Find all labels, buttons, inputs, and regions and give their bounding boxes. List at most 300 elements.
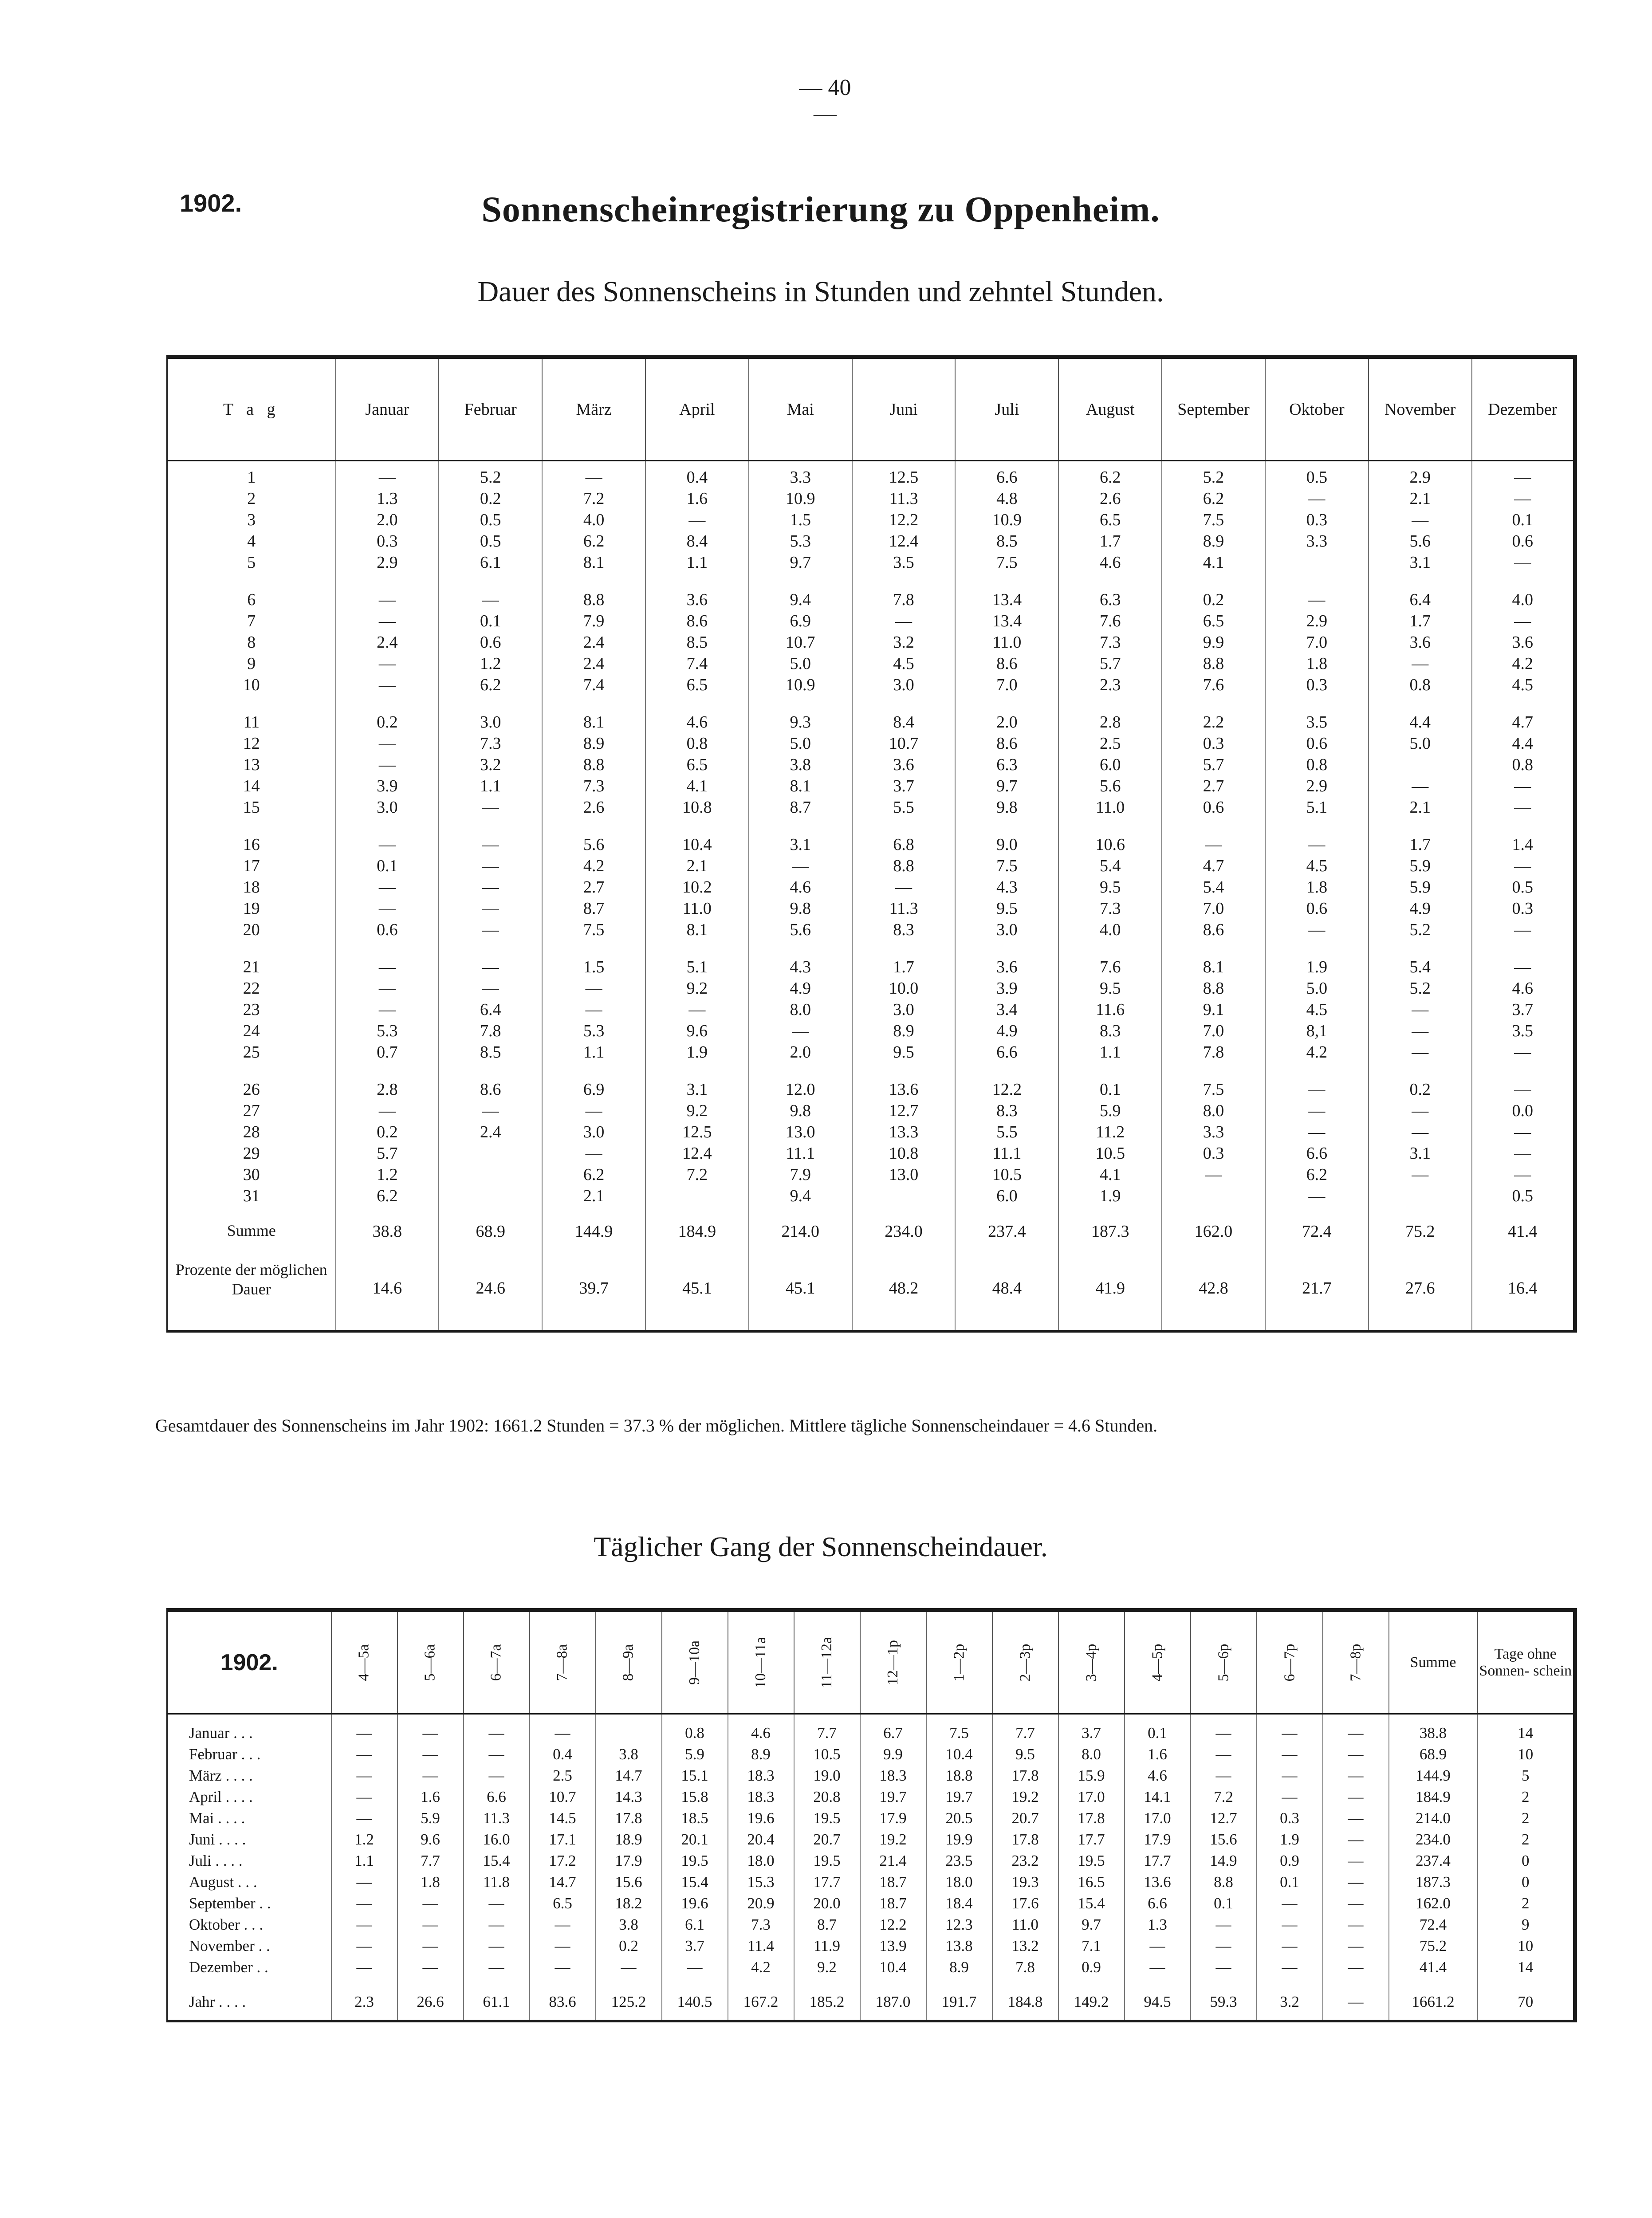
hour-value-cell: — [464,1935,530,1957]
hour-value-cell: 18.3 [728,1786,794,1808]
value-cell: — 7.2 4.0 6.2 8.1 [542,461,645,579]
daily-sunshine-table [166,355,1577,1333]
hour-value-cell: — [1257,1786,1323,1808]
hour-value-cell: — [397,1765,464,1786]
table-row [167,461,1575,579]
hour-value-cell: 19.9 [926,1829,992,1850]
hour-value-cell: 17.2 [530,1850,596,1872]
hour-value-cell: 149.2 [1058,1978,1125,2021]
value-cell: — 4.7 5.4 7.0 8.6 [1162,823,1265,946]
value-cell: 9.3 5.0 3.8 8.1 8.7 [749,701,852,823]
page-number: — 40 — [799,75,851,126]
hour-value-cell: 167.2 [728,1978,794,2021]
hour-value-cell: — [1323,1935,1389,1957]
hour-label: 2—3p [1017,1644,1033,1682]
value-cell: — — — — — [439,823,542,946]
table-row [167,578,1575,701]
hour-value-cell: 94.5 [1125,1978,1191,2021]
hour-value-cell: — [331,1714,397,1744]
hour-label: 1—2p [951,1644,967,1682]
hour-value-cell: 18.8 [926,1765,992,1786]
hour-header [1257,1610,1323,1714]
hour-label: 7—8a [554,1644,570,1681]
hour-value-cell: 11.3 [464,1808,530,1829]
hour-value-cell: 0.1 [1191,1893,1257,1914]
hour-value-cell: — [464,1744,530,1765]
percent-cell: 41.9 [1058,1247,1162,1331]
hour-value-cell: — [1257,1893,1323,1914]
hour-value-cell: 17.7 [1058,1829,1125,1850]
month-row [167,1786,1575,1808]
days-without-sun-cell: 10 [1478,1935,1575,1957]
days-without-sun-cell: 10 [1478,1744,1575,1765]
hour-value-cell: 21.4 [860,1850,926,1872]
percent-cell: 14.6 [336,1247,439,1331]
hour-value-cell: — [464,1914,530,1935]
month-label: April . . . . [167,1786,331,1808]
day-numbers-cell: 11 12 13 14 15 [167,701,336,823]
sum-cell: 1661.2 [1389,1978,1478,2021]
hour-value-cell: 7.8 [992,1957,1058,1978]
days-without-sun-cell: 14 [1478,1714,1575,1744]
month-header: Januar [336,357,439,461]
value-cell: 3.1 — 4.6 9.8 5.6 [749,823,852,946]
day-numbers-cell: 6 7 8 9 10 [167,578,336,701]
hour-value-cell: — [530,1935,596,1957]
hour-value-cell: — [331,1893,397,1914]
hour-value-cell: 17.9 [596,1850,662,1872]
value-cell: 10.6 5.4 9.5 7.3 4.0 [1058,823,1162,946]
hour-value-cell [596,1714,662,1744]
hour-value-cell: — [1323,1893,1389,1914]
hour-value-cell: — [1323,1978,1389,2021]
hour-label: 3—4p [1083,1644,1099,1682]
hour-value-cell: — [331,1765,397,1786]
hour-value-cell: 10.7 [530,1786,596,1808]
table-row [167,946,1575,1068]
hour-value-cell: 16.0 [464,1829,530,1850]
value-cell: 4.0 — 3.6 4.2 4.5 [1472,578,1575,701]
value-cell: 2.8 2.5 6.0 5.6 11.0 [1058,701,1162,823]
hour-value-cell: 5.9 [662,1744,728,1765]
sum-cell: 144.9 [1389,1765,1478,1786]
hour-value-cell: 18.0 [728,1850,794,1872]
sum-cell: 214.0 [1389,1808,1478,1829]
hour-value-cell: 18.4 [926,1893,992,1914]
hour-value-cell: 0.9 [1058,1957,1125,1978]
hour-value-cell: 7.7 [992,1714,1058,1744]
sum-cell: 234.0 [852,1212,956,1247]
hour-value-cell: 9.5 [992,1744,1058,1765]
hour-value-cell: 20.7 [992,1808,1058,1829]
hour-header [794,1610,860,1714]
hour-value-cell: 17.9 [860,1808,926,1829]
hour-value-cell: 18.3 [728,1765,794,1786]
value-cell: 4.4 5.0 — 2.1 [1369,701,1472,823]
hour-value-cell: — [331,1872,397,1893]
hour-value-cell: 9.9 [860,1744,926,1765]
hour-value-cell: 7.7 [397,1850,464,1872]
hour-value-cell: — [397,1744,464,1765]
month-header: Juli [955,357,1058,461]
hour-value-cell: — [464,1957,530,1978]
month-header: Februar [439,357,542,461]
value-cell: 7.8 — 3.2 4.5 3.0 [852,578,956,701]
month-header: November [1369,357,1472,461]
percent-cell: 21.7 [1265,1247,1369,1331]
hour-value-cell: 19.5 [794,1850,860,1872]
month-row [167,1893,1575,1914]
hour-value-cell: 15.1 [662,1765,728,1786]
hour-value-cell: 11.4 [728,1935,794,1957]
value-cell: 13.6 12.7 13.3 10.8 13.0 [852,1068,956,1212]
sum-cell: 75.2 [1389,1935,1478,1957]
hour-value-cell: 2.3 [331,1978,397,2021]
hour-label: 7—8p [1347,1644,1364,1682]
sum-cell: 162.0 [1389,1893,1478,1914]
hour-value-cell: 17.0 [1058,1786,1125,1808]
month-label: November . . [167,1935,331,1957]
hour-value-cell: 4.6 [728,1714,794,1744]
hour-value-cell: 8.9 [728,1744,794,1765]
hour-value-cell: 17.7 [794,1872,860,1893]
sum-cell: 234.0 [1389,1829,1478,1850]
hour-value-cell: — [1323,1786,1389,1808]
hour-value-cell: 12.7 [1191,1808,1257,1829]
hour-value-cell: 15.4 [464,1850,530,1872]
hour-value-cell: 16.5 [1058,1872,1125,1893]
hour-value-cell: 20.0 [794,1893,860,1914]
hour-value-cell: 10.4 [926,1744,992,1765]
hour-value-cell: 14.1 [1125,1786,1191,1808]
hour-value-cell: 1.6 [397,1786,464,1808]
sum-cell: 41.4 [1389,1957,1478,1978]
hour-value-cell: — [397,1957,464,1978]
sum-cell: 237.4 [1389,1850,1478,1872]
hour-value-cell: — [331,1935,397,1957]
hour-value-cell: — [1323,1714,1389,1744]
hour-value-cell: 125.2 [596,1978,662,2021]
hour-value-cell: 7.3 [728,1914,794,1935]
month-header: September [1162,357,1265,461]
month-header: Oktober [1265,357,1369,461]
month-row [167,1872,1575,1893]
hour-header [596,1610,662,1714]
hour-value-cell: 19.0 [794,1765,860,1786]
hour-value-cell: 11.9 [794,1935,860,1957]
value-cell: 12.0 9.8 13.0 11.1 7.9 9.4 [749,1068,852,1212]
hour-value-cell: 6.1 [662,1914,728,1935]
hour-value-cell: 83.6 [530,1978,596,2021]
day-numbers-cell: 26 27 28 29 30 31 [167,1068,336,1212]
hour-label: 4—5a [356,1644,372,1681]
hour-value-cell: 17.8 [992,1829,1058,1850]
value-cell: — 1.3 2.0 0.3 2.9 [336,461,439,579]
month-label: Juni . . . . [167,1829,331,1850]
hour-value-cell: 3.7 [662,1935,728,1957]
value-cell: 5.2 6.2 7.5 8.9 4.1 [1162,461,1265,579]
month-label: Dezember . . [167,1957,331,1978]
table-header-row [167,357,1575,461]
value-cell: — 4.6 3.7 3.5 — [1472,946,1575,1068]
value-cell: 4.6 0.8 6.5 4.1 10.8 [645,701,749,823]
hour-header [1323,1610,1389,1714]
hour-value-cell: 8.0 [1058,1744,1125,1765]
month-label: Jahr . . . . [167,1978,331,2021]
sum-cell: 38.8 [1389,1714,1478,1744]
hour-header [992,1610,1058,1714]
hour-value-cell: 7.7 [794,1714,860,1744]
sum-cell: 162.0 [1162,1212,1265,1247]
percent-cell: 42.8 [1162,1247,1265,1331]
month-header: März [542,357,645,461]
value-cell: 3.5 0.6 0.8 2.9 5.1 [1265,701,1369,823]
hour-value-cell: 19.2 [860,1829,926,1850]
month-row [167,1765,1575,1786]
days-without-sun-cell: 0 [1478,1850,1575,1872]
sum-cell: 68.9 [439,1212,542,1247]
month-header: Juni [852,357,956,461]
table-header-row [167,1610,1575,1714]
day-numbers-cell: 21 22 23 24 25 [167,946,336,1068]
hour-value-cell: 20.4 [728,1829,794,1850]
month-row [167,1829,1575,1850]
hour-label: 10—11a [752,1637,769,1688]
hour-value-cell: — [1323,1914,1389,1935]
hour-value-cell: 13.2 [992,1935,1058,1957]
hour-value-cell: — [1191,1957,1257,1978]
page-subtitle: Dauer des Sonnenscheins in Stunden und zehntel Stunden. [477,275,1164,308]
month-row [167,1850,1575,1872]
hour-value-cell: — [464,1765,530,1786]
hour-value-cell: — [464,1893,530,1914]
hour-value-cell: 187.0 [860,1978,926,2021]
hour-value-cell: 0.3 [1257,1808,1323,1829]
year-total-row [167,1978,1575,2021]
hour-label: 6—7a [488,1644,504,1681]
percent-cell: 48.2 [852,1247,956,1331]
hour-value-cell: 19.5 [1058,1850,1125,1872]
hour-value-cell: 19.6 [662,1893,728,1914]
percent-row [167,1247,1575,1331]
table-row [167,823,1575,946]
hour-header [1125,1610,1191,1714]
value-cell: 8.4 10.7 3.6 3.7 5.5 [852,701,956,823]
hour-value-cell: 0.8 [662,1714,728,1744]
hour-value-cell: 0.4 [530,1744,596,1765]
hour-value-cell: 6.7 [860,1714,926,1744]
hour-value-cell: 14.9 [1191,1850,1257,1872]
value-cell: 12.5 11.3 12.2 12.4 3.5 [852,461,956,579]
month-label: März . . . . [167,1765,331,1786]
value-cell: — 2.9 7.0 1.8 0.3 [1265,578,1369,701]
hour-value-cell: 15.9 [1058,1765,1125,1786]
hour-value-cell: — [397,1893,464,1914]
hour-value-cell: 13.8 [926,1935,992,1957]
value-cell: 1.4 — 0.5 0.3 — [1472,823,1575,946]
value-cell: — — — 5.3 0.7 [336,946,439,1068]
sum-header: Summe [1389,1610,1478,1714]
value-cell: 0.1 5.9 11.2 10.5 4.1 1.9 [1058,1068,1162,1212]
hour-value-cell: 17.9 [1125,1829,1191,1850]
value-cell: 9.4 6.9 10.7 5.0 10.9 [749,578,852,701]
day-column-header: T a g [167,357,336,461]
sum-cell: 184.9 [645,1212,749,1247]
hour-value-cell: 9.6 [397,1829,464,1850]
value-cell: 2.8 — 0.2 5.7 1.2 6.2 [336,1068,439,1212]
hour-value-cell: 19.3 [992,1872,1058,1893]
sum-cell: 38.8 [336,1212,439,1247]
hour-value-cell: 20.5 [926,1808,992,1829]
hour-value-cell: 11.0 [992,1914,1058,1935]
month-header: August [1058,357,1162,461]
hour-value-cell: — [1257,1765,1323,1786]
hour-value-cell: 20.7 [794,1829,860,1850]
days-without-sun-cell: 9 [1478,1914,1575,1935]
percent-cell: 39.7 [542,1247,645,1331]
hour-value-cell: — [1323,1957,1389,1978]
value-cell: — — 0.1 0.6 — [1472,461,1575,579]
sum-cell: 68.9 [1389,1744,1478,1765]
value-cell: 13.4 13.4 11.0 8.6 7.0 [955,578,1058,701]
sum-cell: 184.9 [1389,1786,1478,1808]
hour-value-cell: 7.5 [926,1714,992,1744]
hour-value-cell: 4.6 [1125,1765,1191,1786]
month-row [167,1957,1575,1978]
hour-value-cell: 185.2 [794,1978,860,2021]
hour-label: 12—1p [885,1640,901,1685]
value-cell: 7.6 9.5 11.6 8.3 1.1 [1058,946,1162,1068]
value-cell: 8.8 7.9 2.4 2.4 7.4 [542,578,645,701]
value-cell: 1.9 5.0 4.5 8,1 4.2 [1265,946,1369,1068]
hour-value-cell: 184.8 [992,1978,1058,2021]
month-header: Dezember [1472,357,1575,461]
hour-value-cell: — [397,1935,464,1957]
hour-value-cell: 3.2 [1257,1978,1323,2021]
sum-cell: 237.4 [955,1212,1058,1247]
value-cell: — 0.1 — — 0.6 [336,823,439,946]
sum-cell: 144.9 [542,1212,645,1247]
value-cell: 6.2 2.6 6.5 1.7 4.6 [1058,461,1162,579]
hour-value-cell: 3.8 [596,1914,662,1935]
sum-cell: 72.4 [1389,1914,1478,1935]
hour-value-cell: 1.6 [1125,1744,1191,1765]
hour-value-cell: 5.9 [397,1808,464,1829]
hour-value-cell: — [1257,1957,1323,1978]
hour-value-cell: 15.4 [1058,1893,1125,1914]
hour-value-cell: 1.2 [331,1829,397,1850]
value-cell: 1.7 5.9 5.9 4.9 5.2 [1369,823,1472,946]
hour-value-cell: — [1323,1872,1389,1893]
hour-value-cell: 26.6 [397,1978,464,2021]
value-cell: 2.2 0.3 5.7 2.7 0.6 [1162,701,1265,823]
hour-value-cell: — [1323,1850,1389,1872]
value-cell: — — 6.4 7.8 8.5 [439,946,542,1068]
hour-value-cell: 8.9 [926,1957,992,1978]
month-label: August . . . [167,1872,331,1893]
hour-value-cell: 17.1 [530,1829,596,1850]
value-cell: 2.9 2.1 — 5.6 3.1 [1369,461,1472,579]
hour-value-cell: 15.6 [596,1872,662,1893]
hour-value-cell: 12.3 [926,1914,992,1935]
value-cell: 0.2 — — 3.1 — [1369,1068,1472,1212]
hour-value-cell: — [662,1957,728,1978]
month-header: April [645,357,749,461]
hour-value-cell: 20.1 [662,1829,728,1850]
hour-value-cell: 6.6 [1125,1893,1191,1914]
hour-value-cell: — [1323,1744,1389,1765]
sum-cell: 187.3 [1389,1872,1478,1893]
hour-value-cell: — [331,1914,397,1935]
section-title-daily-course: Täglicher Gang der Sonnenscheindauer. [594,1531,1048,1562]
value-cell: 3.6 8.6 8.5 7.4 6.5 [645,578,749,701]
hour-value-cell: 9.2 [794,1957,860,1978]
value-cell: 3.6 3.9 3.4 4.9 6.6 [955,946,1058,1068]
hour-value-cell: — [596,1957,662,1978]
month-label: Juli . . . . [167,1850,331,1872]
hour-value-cell: 6.5 [530,1893,596,1914]
hour-value-cell: 2.5 [530,1765,596,1786]
value-cell: 0.4 1.6 — 8.4 1.1 [645,461,749,579]
month-row [167,1914,1575,1935]
hour-label: 9—10a [686,1640,703,1685]
hour-value-cell: — [331,1957,397,1978]
hour-value-cell: — [1323,1829,1389,1850]
days-without-sun-cell: 14 [1478,1957,1575,1978]
hour-value-cell: 15.8 [662,1786,728,1808]
month-label: Januar . . . [167,1714,331,1744]
year-column-header: 1902. [167,1610,331,1714]
hour-value-cell: 19.7 [860,1786,926,1808]
value-cell: 5.2 0.2 0.5 0.5 6.1 [439,461,542,579]
value-cell: 0.2 6.5 9.9 8.8 7.6 [1162,578,1265,701]
year-label: 1902. [180,189,242,217]
hour-value-cell: — [331,1786,397,1808]
value-cell: 0.5 — 0.3 3.3 [1265,461,1369,579]
month-row [167,1714,1575,1744]
hour-value-cell: — [530,1714,596,1744]
hour-value-cell: — [331,1744,397,1765]
days-without-sun-cell: 2 [1478,1893,1575,1914]
hour-value-cell: 19.7 [926,1786,992,1808]
value-cell: — 0.0 — — — 0.5 [1472,1068,1575,1212]
hour-value-cell: 1.8 [397,1872,464,1893]
hour-value-cell: 8.8 [1191,1872,1257,1893]
hour-value-cell: 19.2 [992,1786,1058,1808]
hour-value-cell: 23.5 [926,1850,992,1872]
hourly-course-table [166,1608,1577,2022]
value-cell: 1.5 — — 5.3 1.1 [542,946,645,1068]
hour-header [1191,1610,1257,1714]
hour-header [530,1610,596,1714]
hour-value-cell: 6.6 [464,1786,530,1808]
hour-value-cell: — [1257,1714,1323,1744]
percent-cell: 48.4 [955,1247,1058,1331]
hour-value-cell: — [1257,1935,1323,1957]
hour-value-cell: 61.1 [464,1978,530,2021]
hour-value-cell: 59.3 [1191,1978,1257,2021]
hour-value-cell: 19.5 [794,1808,860,1829]
hour-value-cell: 19.5 [662,1850,728,1872]
hour-value-cell: 0.1 [1125,1714,1191,1744]
hour-value-cell: 12.2 [860,1914,926,1935]
sum-cell: 41.4 [1472,1212,1575,1247]
hour-value-cell: 23.2 [992,1850,1058,1872]
hour-value-cell: 4.2 [728,1957,794,1978]
hour-value-cell: 15.6 [1191,1829,1257,1850]
hour-value-cell: 14.3 [596,1786,662,1808]
days-without-sun-header: Tage ohne Sonnen- schein [1478,1610,1575,1714]
